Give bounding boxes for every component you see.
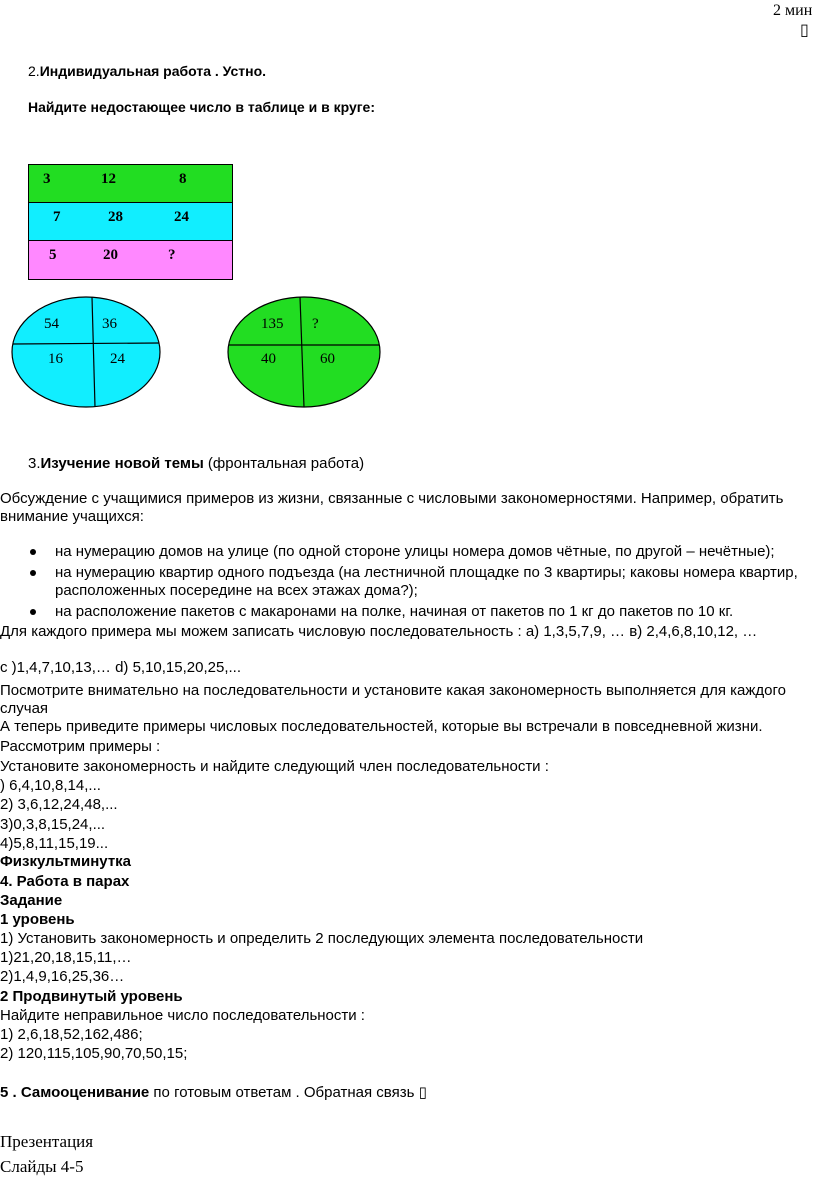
- section5-line: [0, 1083, 427, 1101]
- level1-item: 1)21,20,18,15,11,…: [0, 949, 132, 966]
- table-cell: 28: [108, 209, 123, 225]
- section2-number: 2.: [28, 63, 40, 79]
- level2-task: Найдите неправильное число последовательности :: [0, 1007, 365, 1024]
- paragraph: Рассмотрим примеры :: [0, 738, 161, 755]
- bullet-dot: [30, 609, 36, 615]
- bullet-item-continued: расположенных посередине на всех этажах дома?);: [55, 582, 418, 599]
- circle-cell: 40: [261, 351, 276, 367]
- level1-item: 2)1,4,9,16,25,36…: [0, 968, 125, 985]
- level2-item: 2) 120,115,105,90,70,50,15;: [0, 1045, 188, 1062]
- circle-cell: 36: [102, 316, 117, 332]
- left-circle: [10, 295, 162, 409]
- bullet-item: на нумерацию домов на улице (по одной стороне улицы номера домов чётные, по другой – нечётные);: [55, 543, 775, 560]
- footer-presentation: Презентация: [0, 1132, 94, 1151]
- section5-rest: по готовым ответам . Обратная связь ▯: [149, 1084, 427, 1101]
- intro-line: внимание учащихся:: [0, 508, 144, 525]
- box-glyph: ▯: [800, 22, 809, 39]
- table-cell: 24: [174, 209, 189, 225]
- example-item: ) 6,4,10,8,14,...: [0, 777, 101, 794]
- table-cell: 8: [179, 171, 187, 187]
- circle-cell: ?: [312, 316, 319, 332]
- level1-heading: 1 уровень: [0, 911, 75, 928]
- table-cell: 7: [53, 209, 61, 225]
- paragraph: А теперь приведите примеры числовых последовательностей, которые вы встречали в повседневной жизни.: [0, 718, 763, 735]
- table-cell: 12: [101, 171, 116, 187]
- task-label: Задание: [0, 892, 63, 909]
- section2-suffix: . Устно.: [211, 63, 267, 79]
- section3-title: Изучение новой темы: [40, 455, 204, 472]
- circle-cell: 135: [261, 316, 284, 332]
- table-cell: 20: [103, 247, 118, 263]
- fizkult-heading: Физкультминутка: [0, 853, 132, 870]
- footer-slides: Слайды 4-5: [0, 1157, 84, 1176]
- circle-cell: 16: [48, 351, 63, 367]
- circle-cell: 60: [320, 351, 335, 367]
- paragraph: Установите закономерность и найдите следующий член последовательности :: [0, 758, 549, 775]
- section3-note: (фронтальная работа): [203, 455, 365, 472]
- bullet-item: на нумерацию квартир одного подъезда (на лестничной площадке по 3 квартиры; каковы номера квартир,: [55, 564, 798, 581]
- level2-heading: 2 Продвинутый уровень: [0, 988, 183, 1005]
- table-row: [29, 203, 232, 241]
- table-row: [29, 241, 232, 279]
- section2-heading: [28, 63, 266, 79]
- section2-title: Индивидуальная работа: [39, 63, 211, 79]
- level2-item: 1) 2,6,18,52,162,486;: [0, 1026, 143, 1043]
- example-item: 3)0,3,8,15,24,...: [0, 816, 106, 833]
- example-item: 4)5,8,11,15,19...: [0, 835, 109, 852]
- number-table: [28, 164, 233, 280]
- table-cell: 3: [43, 171, 51, 187]
- section2-task: Найдите недостающее число в таблице и в круге:: [28, 99, 376, 115]
- sequence-line: Для каждого примера мы можем записать числовую последовательность : а) 1,3,5,7,9, … в) 2,4,6,8,10,12, …: [0, 623, 758, 640]
- circle-cell: 24: [110, 351, 125, 367]
- paragraph: случая: [0, 700, 49, 717]
- intro-line: Обсуждение с учащимися примеров из жизни, связанные с числовыми закономерностями. Например, обратить: [0, 490, 784, 507]
- section5-title: 5 . Самооценивание: [0, 1084, 150, 1101]
- paragraph: Посмотрите внимательно на последовательности и установите какая закономерность выполняется для каждого: [0, 682, 786, 699]
- table-row: [29, 165, 232, 203]
- bullet-dot: [30, 570, 36, 576]
- table-cell: ?: [168, 247, 176, 263]
- section4-title: 4. Работа в парах: [0, 873, 130, 890]
- section3-number: 3.: [28, 455, 41, 472]
- right-circle: [226, 295, 382, 409]
- sequence-line: с )1,4,7,10,13,… d) 5,10,15,20,25,...: [0, 659, 241, 676]
- table-cell: 5: [49, 247, 57, 263]
- level1-task: 1) Установить закономерность и определить 2 последующих элемента последовательности: [0, 930, 644, 947]
- bullet-item: на расположение пакетов с макаронами на полке, начиная от пакетов по 1 кг до пакетов по 10 кг.: [55, 603, 734, 620]
- bullet-dot: [30, 549, 36, 555]
- circle-cell: 54: [44, 316, 59, 332]
- section3-heading: [28, 455, 364, 472]
- example-item: 2) 3,6,12,24,48,...: [0, 796, 118, 813]
- time-label: 2 мин: [773, 2, 813, 19]
